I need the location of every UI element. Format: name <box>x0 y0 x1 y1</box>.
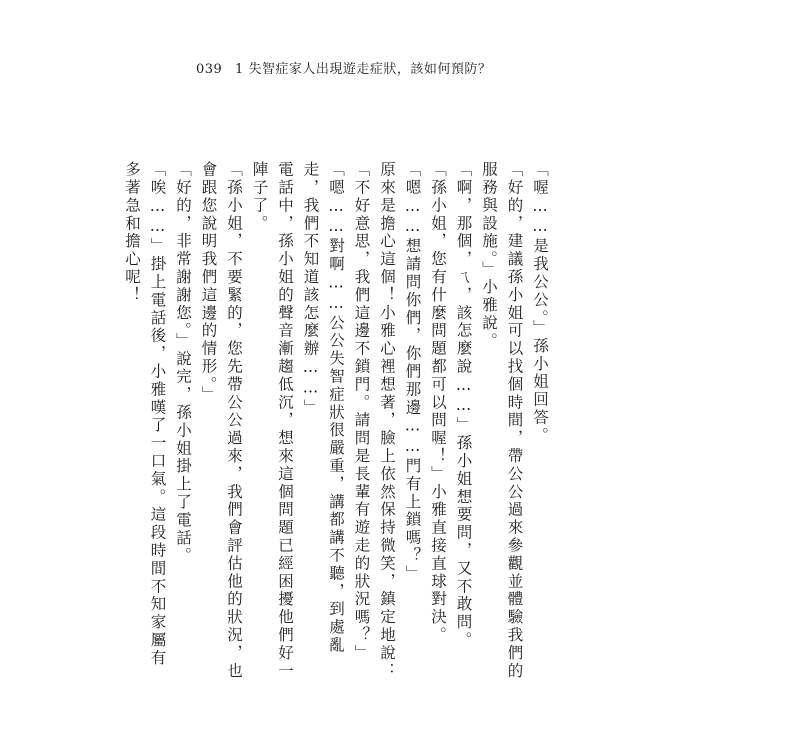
paragraph: 「喔……是我公公。」孫小姐回答。 <box>531 161 549 445</box>
chapter-title: 1 失智症家人出現遊走症狀，該如何預防？ <box>234 62 492 77</box>
paragraph: 「好的，非常謝謝您。」說完，孫小姐掛上了電話。 <box>174 161 192 565</box>
paragraph: 「啊，那個，ㄟ，該怎麼說……」孫小姐想要問，又不敢問。 <box>454 161 473 650</box>
paragraph: 「孫小姐，不要緊的，您先帶公公過來，我們會評估他的狀況，也會跟您說明我們這邊的情形。」 <box>199 161 243 681</box>
paragraph: 原來是擔心這個！小雅心裡想著，臉上依然保持微笑，鎮定地說：「不好意思，我們這邊不鎖門。請問是長輩有遊走的狀況嗎？」 <box>352 161 396 681</box>
vertical-text-body <box>119 161 553 681</box>
running-head <box>196 58 491 77</box>
paragraph: 「嗯……對啊……公公失智症狀很嚴重，講都講不聽，到處亂走，我們不知道該怎麼辦……」 <box>301 161 345 655</box>
paragraph: 「孫小姐，您有什麼問題都可以問喔！」小雅直接直球對決。 <box>429 161 447 645</box>
paragraph: 「好的，建議孫小姐可以找個時間，帶公公過來參觀並體驗我們的服務與設施。」小雅說。 <box>480 161 524 681</box>
page-number: 039 <box>196 62 223 77</box>
paragraph: 「唉……」掛上電話後，小雅嘆了一口氣。這段時間不知家屬有多著急和擔心呢！ <box>123 161 167 668</box>
paragraph: 「嗯……想請問你們，你們那邊……門有上鎖嗎？」 <box>403 161 422 583</box>
paragraph: 電話中，孫小姐的聲音漸趨低沉，想來這個問題已經困擾他們好一陣子了。 <box>250 161 294 681</box>
